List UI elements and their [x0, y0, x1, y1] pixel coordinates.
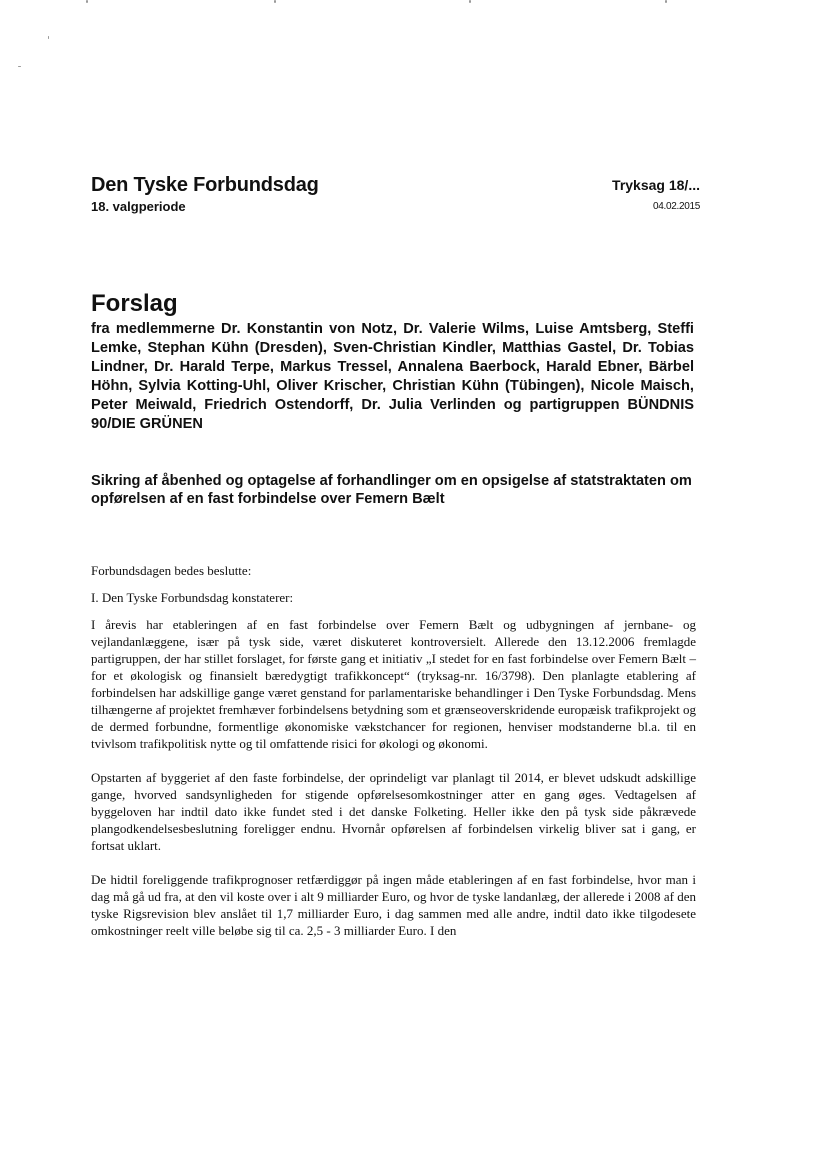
- scan-mark: [665, 0, 667, 3]
- document-body: [91, 562, 696, 948]
- scan-mark: [469, 0, 471, 3]
- proposal-subject: Sikring af åbenhed og optagelse af forhandlinger om en opsigelse af statstraktaten om opførelsen af en fast forbindelse over Femern Bælt: [91, 473, 692, 507]
- scan-mark: [48, 36, 49, 39]
- print-number: Tryksag 18/...: [612, 177, 700, 193]
- scan-mark: [18, 66, 21, 67]
- document-date: 04.02.2015: [652, 201, 700, 212]
- body-paragraph: I årevis har etableringen af en fast forbindelse over Femern Bælt og udbygningen af jernbane- og vejlandanlæggene, især på tysk side, været diskuteret kontroversielt. Allerede den 13.12.2006 fremlagde partigruppen, der har stillet forslaget, for første gang et initiativ „I stedet for en fast forbindelse over Femern Bælt – for et økologisk og finansielt bæredygtigt trafikkoncept“ (tryksag-nr. 16/3798). Den planlagte etablering af forbindelsen har adskillige gange været genstand for parlamentariske behandlinger i Den Tyske Forbundsdag. Mens tilhængerne af projektet fremhæver forbindelsens betydning som et grænseoverskridende europæisk trafikprojekt og de dermed forbundne, formentlige økonomiske vækstchancer for regionen, henviser modstanderne bl.a. til en tvivlsom trafikpolitisk nytte og til omfattende risici for økologi og økonomi.: [91, 617, 696, 751]
- electoral-period: 18. valgperiode: [91, 199, 186, 214]
- scan-mark: [274, 0, 276, 3]
- scan-mark: [86, 0, 88, 3]
- body-paragraph: De hidtil foreliggende trafikprognoser retfærdiggør på ingen måde etableringen af en fast forbindelse, hvor man i dag må gå ud fra, at den vil koste over i alt 9 milliarder Euro, og hvor de tyske landanlæg, der allerede i 2008 af den tyske Rigsrevision blev anslået til 1,7 milliarder Euro, i dag sammen med alle andre, indtil dato ikke tilgodesete omkostninger reelt ville beløbe sig til ca. 2,5 - 3 milliarder Euro. I den: [91, 872, 696, 938]
- proposal-sponsors: fra medlemmerne Dr. Konstantin von Notz, Dr. Valerie Wilms, Luise Amtsberg, Steffi Lemke, Stephan Kühn (Dresden), Sven-Christian Kindler, Matthias Gastel, Dr. Tobias Lindner, Dr. Harald Terpe, Markus Tressel, Annalena Baerbock, Harald Ebner, Bärbel Höhn, Sylvia Kotting-Uhl, Oliver Krischer, Christian Kühn (Tübingen), Nicole Maisch, Peter Meiwald, Friedrich Ostendorff, Dr. Julia Verlinden og partigruppen BÜNDNIS 90/DIE GRÜNEN: [91, 321, 694, 432]
- body-paragraph: Opstarten af byggeriet af den faste forbindelse, der oprindeligt var planlagt til 2014, er blevet udskudt adskillige gange, hvorved sandsynligheden for stigende opførelsesomkostninger atter en gang øges. Vedtagelsen af byggeloven har indtil dato ikke fundet sted i det danske Folketing. Heller ikke den på tysk side påkrævede plangodkendelsesbeslutning foreligger endnu. Hvornår opførelsen af forbindelsen virkelig bliver sat i gang, er fortsat uklart.: [91, 770, 696, 853]
- section-heading: I. Den Tyske Forbundsdag konstaterer:: [91, 590, 294, 605]
- body-intro: Forbundsdagen bedes beslutte:: [91, 563, 252, 578]
- proposal-heading: Forslag: [91, 290, 178, 317]
- organization-title: Den Tyske Forbundsdag: [91, 174, 319, 196]
